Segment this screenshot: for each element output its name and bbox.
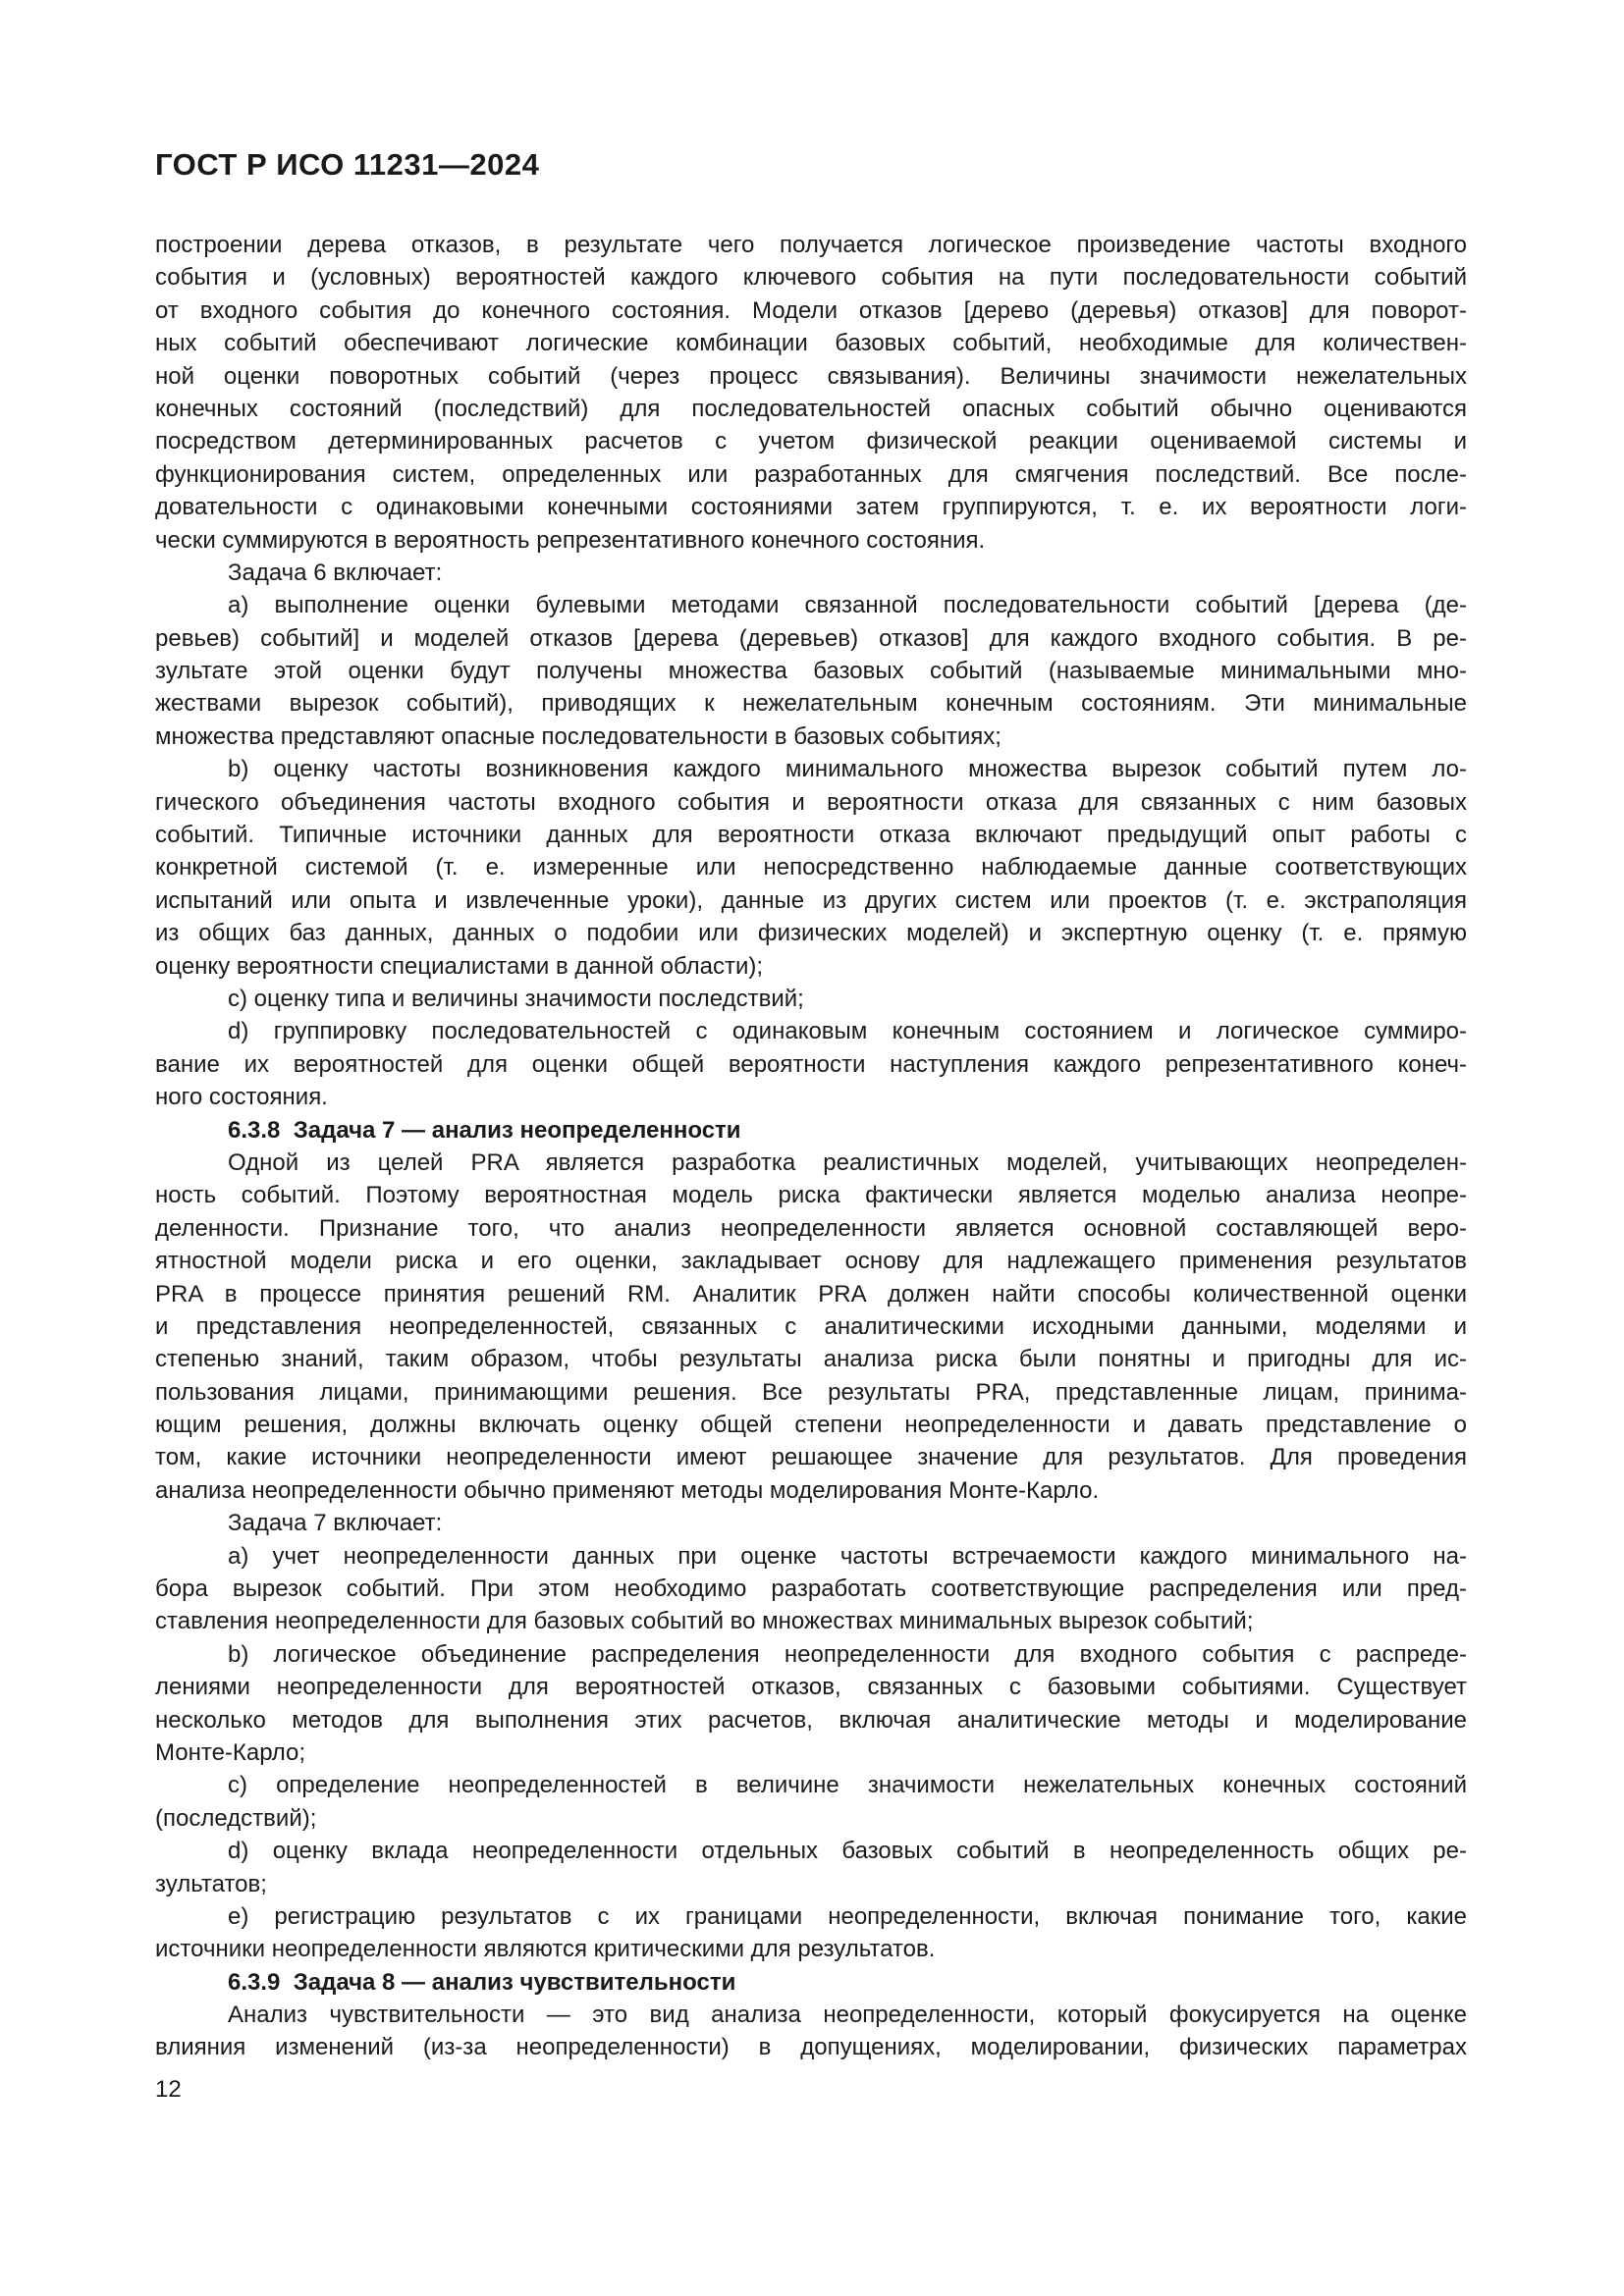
text-line: деленности. Признание того, что анализ неопределенности является основной составляющей веро- — [155, 1214, 1467, 1242]
text-line: 6.3.8 Задача 7 — анализ неопределенности — [228, 1116, 741, 1144]
text-line: ятностной модели риска и его оценки, закладывает основу для надлежащего применения результатов — [155, 1248, 1467, 1275]
text-line: b) оценку частоты возникновения каждого минимального множества вырезок событий путем ло- — [228, 756, 1467, 783]
paragraph — [155, 1769, 1467, 1835]
paragraph — [155, 229, 1467, 557]
text-line: посредством детерминированных расчетов с учетом физической реакции оцениваемой системы и — [155, 428, 1467, 455]
text-line: события и (условных) вероятностей каждого ключевого события на пути последовательности событий — [155, 264, 1467, 292]
text-line: d) оценку вклада неопределенности отдельных базовых событий в неопределенность общих ре- — [228, 1838, 1467, 1865]
text-line: (последствий); — [155, 1804, 317, 1832]
text-line: влияния изменений (из-за неопределенности) в допущениях, моделировании, физических параметрах — [155, 2034, 1467, 2061]
text-line: бора вырезок событий. При этом необходимо разработать соответствующие распределения или пред- — [155, 1575, 1467, 1603]
text-line: c) оценку типа и величины значимости последствий; — [228, 985, 804, 1012]
paragraph — [155, 1540, 1467, 1638]
text-line: Задача 7 включает: — [228, 1510, 443, 1537]
text-line: Одной из целей PRA является разработка реалистичных моделей, учитывающих неопределен- — [228, 1148, 1467, 1176]
text-line: оценку вероятности специалистами в данной области); — [155, 952, 764, 980]
text-line: a) учет неопределенности данных при оценке частоты встречаемости каждого минимального на- — [228, 1542, 1467, 1570]
text-line: событий. Типичные источники данных для вероятности отказа включают предыдущий опыт работы с — [155, 822, 1467, 849]
text-line: вание их вероятностей для оценки общей вероятности наступления каждого репрезентативного конеч- — [155, 1050, 1467, 1078]
text-line: конечных состояний (последствий) для последовательностей опасных событий обычно оцениваются — [155, 395, 1467, 422]
text-line: от входного события до конечного состояния. Модели отказов [дерево (деревья) отказов] для поворот- — [155, 296, 1467, 324]
document-body — [155, 229, 1467, 2064]
text-line: Задача 6 включает: — [228, 559, 443, 586]
text-line: e) регистрацию результатов с их границами неопределенности, включая понимание того, какие — [228, 1902, 1467, 1930]
text-line: конкретной системой (т. е. измеренные или непосредственно наблюдаемые данные соответствующих — [155, 854, 1467, 881]
text-line: чески суммируются в вероятность репрезентативного конечного состояния. — [155, 526, 986, 554]
section-heading — [155, 1966, 1467, 1999]
paragraph — [155, 557, 1467, 589]
text-line: PRA в процессе принятия решений RM. Аналитик PRA должен найти способы количественной оценки — [155, 1280, 1467, 1308]
text-line: анализа неопределенности обычно применяют методы моделирования Монте-Карло. — [155, 1476, 1100, 1504]
text-line: пользования лицами, принимающими решения. Все результаты PRA, представленные лицам, принима- — [155, 1378, 1467, 1406]
paragraph — [155, 1835, 1467, 1900]
text-line: a) выполнение оценки булевыми методами связанной последовательности событий [дерева (де- — [228, 592, 1467, 619]
paragraph — [155, 753, 1467, 983]
text-line: довательности с одинаковыми конечными состояниями затем группируются, т. е. их вероятности логи- — [155, 494, 1467, 521]
paragraph — [155, 1999, 1467, 2064]
text-line: несколько методов для выполнения этих расчетов, включая аналитические методы и моделирование — [155, 1706, 1467, 1734]
text-line: и представления неопределенностей, связанных с аналитическими исходными данными, моделями и — [155, 1312, 1467, 1340]
paragraph — [155, 1900, 1467, 1966]
text-line: жествами вырезок событий), приводящих к нежелательным конечным состояниям. Эти минимальные — [155, 690, 1467, 718]
text-line: множества представляют опасные последовательности в базовых событиях; — [155, 722, 1001, 750]
text-line: том, какие источники неопределенности имеют решающее значение для результатов. Для проведения — [155, 1444, 1467, 1471]
paragraph — [155, 1507, 1467, 1539]
paragraph — [155, 983, 1467, 1015]
text-line: Анализ чувствительности — это вид анализа неопределенности, который фокусируется на оценке — [228, 2002, 1467, 2029]
text-line: зультатов; — [155, 1870, 267, 1897]
text-line: функционирования систем, определенных или разработанных для смягчения последствий. Все после- — [155, 460, 1467, 488]
text-line: из общих баз данных, данных о подобии или физических моделей) и экспертную оценку (т. е. прямую — [155, 920, 1467, 947]
text-line: испытаний или опыта и извлеченные уроки), данные из других систем или проектов (т. е. экстраполяция — [155, 886, 1467, 914]
text-line: ных событий обеспечивают логические комбинации базовых событий, необходимые для количествен- — [155, 330, 1467, 357]
text-line: Монте-Карло; — [155, 1738, 306, 1766]
standard-designation: ГОСТ Р ИСО 11231—2024 — [155, 147, 540, 182]
text-line: ревьев) событий] и моделей отказов [дерева (деревьев) отказов] для каждого входного события. В ре- — [155, 624, 1467, 652]
text-line: степенью знаний, таким образом, чтобы результаты анализа риска были понятны и пригодны для ис- — [155, 1346, 1467, 1373]
text-line: лениями неопределенности для вероятностей отказов, связанных с базовыми событиями. Существует — [155, 1674, 1467, 1701]
text-line: 6.3.9 Задача 8 — анализ чувствительности — [228, 1968, 736, 1996]
text-line: b) логическое объединение распределения неопределенности для входного события с распреде- — [228, 1640, 1467, 1668]
text-line: зультате этой оценки будут получены множества базовых событий (называемые минимальными мно- — [155, 658, 1467, 685]
text-line: d) группировку последовательностей с одинаковым конечным состоянием и логическое суммиро- — [228, 1018, 1467, 1045]
paragraph — [155, 1147, 1467, 1507]
text-line: построении дерева отказов, в результате чего получается логическое произведение частоты входного — [155, 232, 1467, 258]
text-line: источники неопределенности являются критическими для результатов. — [155, 1936, 936, 1963]
paragraph — [155, 1638, 1467, 1770]
text-line: ной оценки поворотных событий (через процесс связывания). Величины значимости нежелательных — [155, 362, 1467, 390]
page-number: 12 — [155, 2076, 182, 2103]
text-line: ного состояния. — [155, 1084, 328, 1111]
text-line: гического объединения частоты входного события и вероятности отказа для связанных с ним базовых — [155, 788, 1467, 816]
text-line: ставления неопределенности для базовых событий во множествах минимальных вырезок событий; — [155, 1608, 1254, 1635]
paragraph — [155, 1015, 1467, 1113]
text-line: ность событий. Поэтому вероятностная модель риска фактически является моделью анализа неопре- — [155, 1182, 1467, 1209]
text-line: ющим решения, должны включать оценку общей степени неопределенности и давать представление о — [155, 1412, 1467, 1439]
text-line: c) определение неопределенностей в величине значимости нежелательных конечных состояний — [228, 1772, 1467, 1799]
section-heading — [155, 1114, 1467, 1147]
paragraph — [155, 589, 1467, 753]
